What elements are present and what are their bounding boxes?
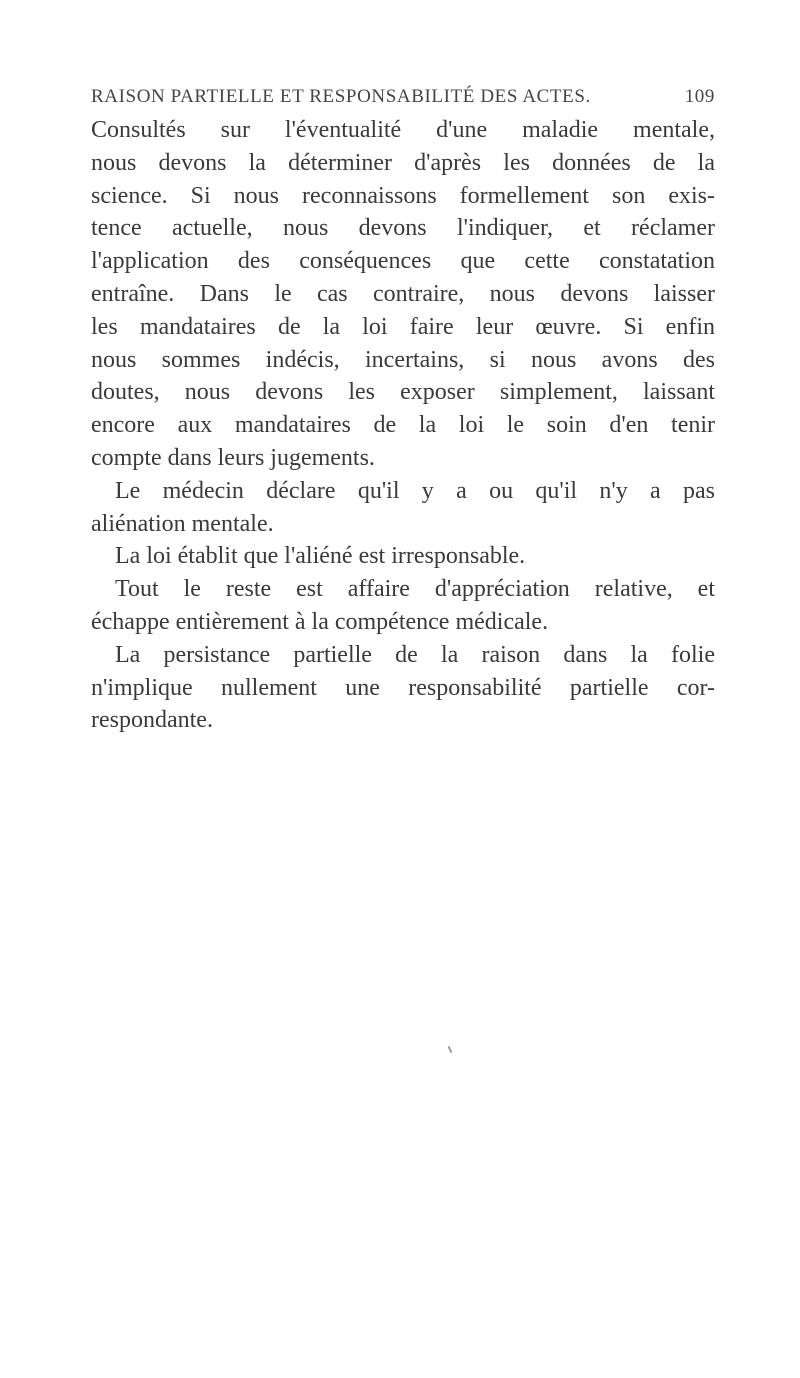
- running-title: RAISON PARTIELLE ET RESPONSABILITÉ DES ACTES.: [91, 86, 591, 107]
- text-line: aliénation mentale.: [91, 510, 274, 537]
- text-line: tence actuelle, nous devons l'indiquer, et réclamer: [91, 215, 715, 242]
- text-line: l'application des conséquences que cette constatation: [91, 248, 715, 275]
- text-line: nous sommes indécis, incertains, si nous avons des: [91, 346, 715, 373]
- running-head: [91, 86, 715, 116]
- text-line: échappe entièrement à la compétence médicale.: [91, 608, 549, 635]
- text-line: La persistance partielle de la raison dans la folie: [115, 641, 715, 668]
- text-line: les mandataires de la loi faire leur œuvre. Si enfin: [91, 313, 715, 340]
- text-line: entraîne. Dans le cas contraire, nous devons laisser: [91, 280, 715, 307]
- body-text: [91, 114, 715, 737]
- text-line: doutes, nous devons les exposer simplement, laissant: [91, 379, 715, 406]
- page-number: 109: [684, 86, 715, 107]
- text-line: compte dans leurs jugements.: [91, 444, 375, 471]
- text-line: respondante.: [91, 707, 213, 734]
- paper-speck: [448, 1046, 453, 1053]
- text-line: encore aux mandataires de la loi le soin d'en tenir: [91, 412, 715, 439]
- text-line: La loi établit que l'aliéné est irresponsable.: [115, 543, 526, 570]
- text-line: Consultés sur l'éventualité d'une maladie mentale,: [91, 117, 715, 143]
- text-line: n'implique nullement une responsabilité partielle cor-: [91, 674, 715, 701]
- text-line: Le médecin déclare qu'il y a ou qu'il n'y a pas: [115, 477, 715, 504]
- text-line: science. Si nous reconnaissons formellement son exis-: [91, 182, 715, 209]
- text-line: nous devons la déterminer d'après les données de la: [91, 149, 715, 176]
- text-line: Tout le reste est affaire d'appréciation relative, et: [115, 576, 715, 603]
